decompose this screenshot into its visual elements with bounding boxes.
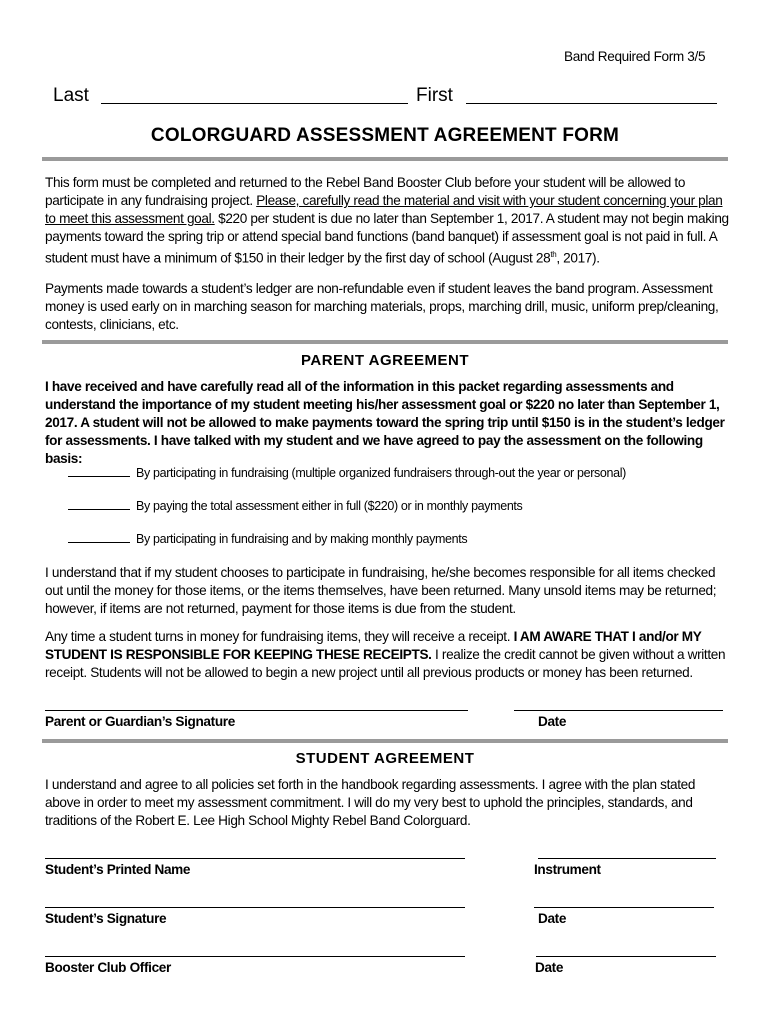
student-signature-label: Student’s Signature: [45, 911, 167, 926]
student-printed-name-field[interactable]: [45, 858, 465, 859]
option-blank[interactable]: [68, 499, 130, 510]
student-printed-name-label: Student’s Printed Name: [45, 862, 191, 877]
intro-paragraph: This form must be completed and returned to the Rebel Band Booster Club before your student will be allowed to participate in any fundraising project. Please, carefully read the material and visit with your student concerning your plan to meet this assessment goal. $220 per student is due no later than September 1, 2017. A student may not begin making payments toward the spring trip or attend special band functions (band banquet) if assessment goal is not paid in full. A student must have a minimum of $150 in their ledger by the first day of school (August 28th, 2017).: [45, 175, 729, 266]
parent-date-label: Date: [538, 714, 567, 729]
booster-date-label: Date: [535, 960, 564, 975]
first-name-label: First: [416, 85, 453, 106]
option-paying[interactable]: By paying the total assessment either in full ($220) or in monthly payments: [68, 497, 522, 515]
parent-statement: I have received and have carefully read all of the information in this packet regarding assessments and understand the importance of my student meeting his/her assessment goal or $220 no later than September 1, 2017. A student will not be allowed to make payments toward the spring trip until $150 is in the student’s ledger for assessments. I have talked with my student and we have agreed to pay the assessment on the following basis:: [45, 379, 725, 466]
student-statement: I understand and agree to all policies set forth in the handbook regarding assessments. I agree with the plan stated above in order to meet my assessment commitment. I will do my very best to uphold the principles, standards, and traditions of the Robert E. Lee High School Mighty Rebel Band Colorguard.: [45, 777, 696, 828]
section-divider: [42, 157, 728, 161]
option-blank[interactable]: [68, 532, 130, 543]
option-blank[interactable]: [68, 466, 130, 477]
page-title: COLORGUARD ASSESSMENT AGREEMENT FORM: [150, 125, 620, 146]
booster-officer-label: Booster Club Officer: [45, 960, 171, 975]
student-date-field[interactable]: [534, 907, 714, 908]
student-agreement-heading: STUDENT AGREEMENT: [295, 750, 475, 767]
receipt-paragraph: Any time a student turns in money for fundraising items, they will receive a receipt. I AM AWARE THAT I and/or MY STUDENT IS RESPONSIBLE FOR KEEPING THESE RECEIPTS. I realize the credit cannot be given without a written receipt. Students will not be allowed to begin a new project until all previous products or money has been returned.: [45, 629, 726, 680]
last-name-field[interactable]: [101, 103, 408, 104]
parent-signature-field[interactable]: [45, 710, 468, 711]
booster-date-field[interactable]: [536, 956, 716, 957]
first-name-field[interactable]: [466, 103, 717, 104]
student-date-label: Date: [538, 911, 567, 926]
last-name-label: Last: [53, 85, 89, 106]
section-divider: [42, 340, 728, 344]
student-signature-field[interactable]: [45, 907, 465, 908]
booster-officer-field[interactable]: [45, 956, 465, 957]
parent-date-field[interactable]: [514, 710, 723, 711]
responsibility-paragraph: I understand that if my student chooses to participate in fundraising, he/she becomes responsible for all items checked out until the money for those items, or the items themselves, have been returned. Many unsold items may be returned; however, if items are not returned, payment for those items is due from the student.: [45, 565, 717, 616]
option-fundraising[interactable]: By participating in fundraising (multiple organized fundraisers through-out the year or personal): [68, 464, 626, 482]
instrument-field[interactable]: [538, 858, 716, 859]
parent-agreement-heading: PARENT AGREEMENT: [300, 352, 469, 369]
instrument-label: Instrument: [534, 862, 601, 877]
parent-signature-label: Parent or Guardian’s Signature: [45, 714, 235, 729]
form-number-label: Band Required Form 3/5: [564, 49, 706, 64]
refund-paragraph: Payments made towards a student’s ledger are non-refundable even if student leaves the band program. Assessment money is used early on in marching season for marching materials, props, marching drill, music, uniform prep/cleaning, contests, clinicians, etc.: [45, 281, 719, 332]
section-divider: [42, 739, 728, 743]
option-both[interactable]: By participating in fundraising and by making monthly payments: [68, 530, 467, 548]
